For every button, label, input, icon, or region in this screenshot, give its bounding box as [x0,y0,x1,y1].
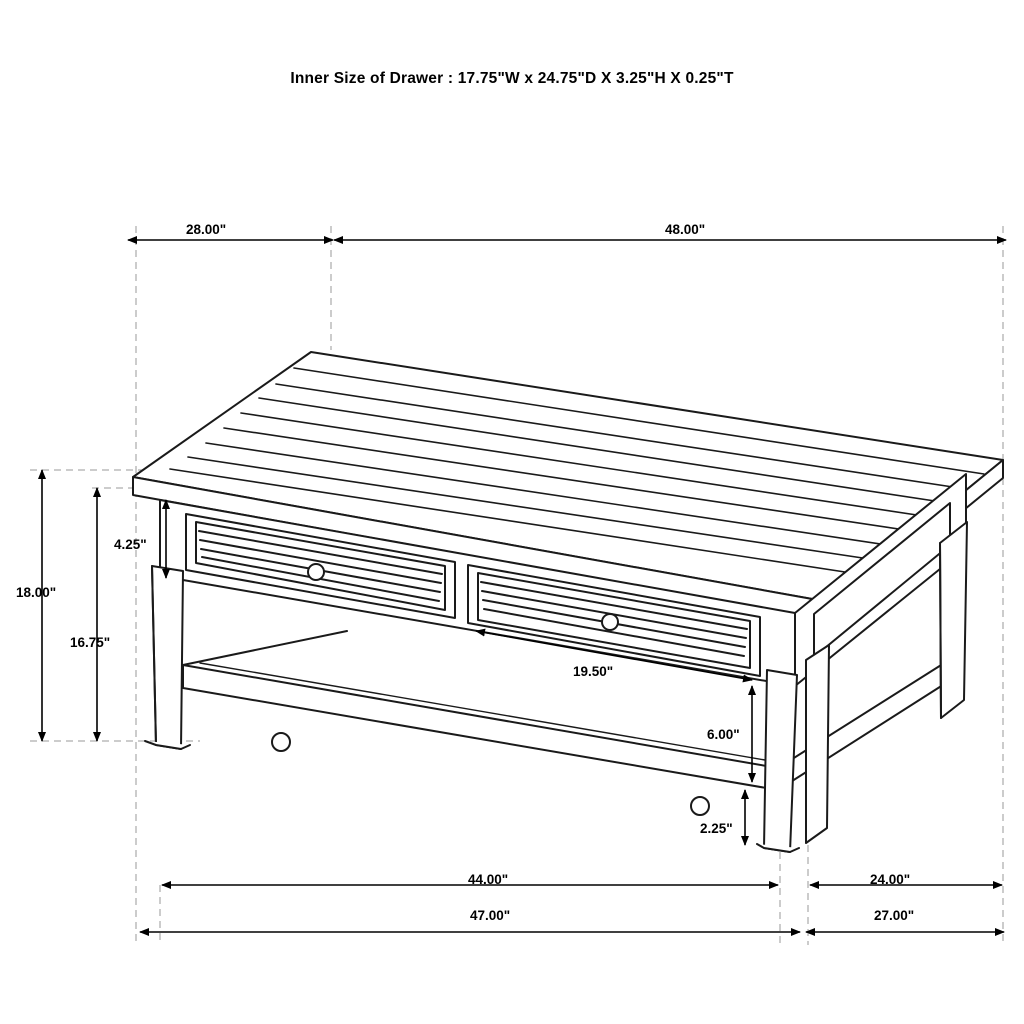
dimension-label-drawer-width: 19.50" [573,664,614,679]
dimension-label-height-to-top: 16.75" [70,635,111,650]
dimension-label-base-width: 44.00" [468,872,509,887]
dimension-label-base-depth: 24.00" [870,872,911,887]
dimension-label-drawer-face-h: 4.25" [114,537,147,552]
page-title: Inner Size of Drawer : 17.75"W x 24.75"D X 3.25"H X 0.25"T [290,70,734,87]
dimension-label-top-width: 48.00" [665,222,706,237]
dimension-label-overall-height: 18.00" [16,585,57,600]
dimension-label-overall-depth: 27.00" [874,908,915,923]
dimension-label-top-depth: 28.00" [186,222,227,237]
dimension-label-overall-width: 47.00" [470,908,511,923]
dimension-label-shelf-clearance: 6.00" [707,727,740,742]
dimension-label-shelf-to-floor: 2.25" [700,821,733,836]
